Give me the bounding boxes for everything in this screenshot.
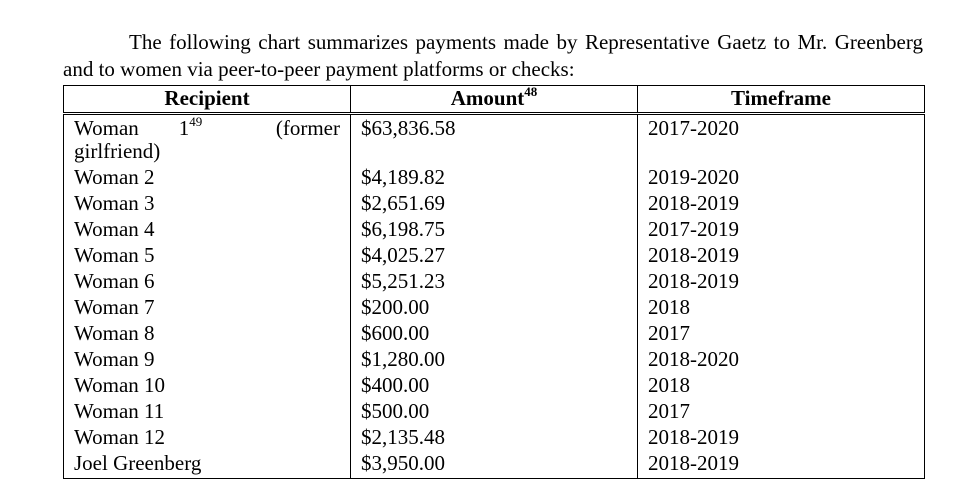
timeframe-cell: 2018 [638,296,925,322]
table-row [64,166,925,192]
table-row [64,244,925,270]
amount-cell: $1,280.00 [351,348,638,374]
intro-text: The following chart summarizes payments made by Representative Gaetz to Mr. Greenberg and to women via peer-to-peer payment platforms or checks: [63,30,923,81]
timeframe-cell: 2017-2020 [638,114,925,167]
amount-cell: $4,025.27 [351,244,638,270]
amount-cell: $600.00 [351,322,638,348]
recipient-cell: Woman 9 [64,348,351,374]
timeframe-cell: 2018-2019 [638,452,925,479]
amount-cell: $2,651.69 [351,192,638,218]
table-row [64,348,925,374]
table-row [64,114,925,167]
amount-cell: $3,950.00 [351,452,638,479]
amount-cell: $5,251.23 [351,270,638,296]
table-row [64,426,925,452]
timeframe-cell: 2018-2019 [638,270,925,296]
amount-cell: $6,198.75 [351,218,638,244]
recipient-cell: Woman 5 [64,244,351,270]
table-row [64,452,925,479]
timeframe-cell: 2017-2019 [638,218,925,244]
header-timeframe: Timeframe [638,86,925,114]
table-row [64,270,925,296]
recipient-cell: Woman 6 [64,270,351,296]
amount-cell: $400.00 [351,374,638,400]
timeframe-cell: 2017 [638,400,925,426]
intro-paragraph [63,29,923,83]
footnote-48: 48 [524,84,538,99]
header-recipient: Recipient [64,86,351,114]
recipient-cell: Woman 12 [64,426,351,452]
recipient-cell: Woman 8 [64,322,351,348]
recipient-cell: Woman $1^{49}$ (former girlfriend) [64,114,351,167]
recipient-cell: Woman 10 [64,374,351,400]
amount-cell: $63,836.58 [351,114,638,167]
recipient-cell: Woman 11 [64,400,351,426]
table-row [64,400,925,426]
timeframe-cell: 2019-2020 [638,166,925,192]
timeframe-cell: 2018-2019 [638,192,925,218]
recipient-cell: Woman 4 [64,218,351,244]
header-amount: Amount$^{48}$ [351,86,638,114]
recipient-cell: Woman 2 [64,166,351,192]
table-row [64,296,925,322]
table-row [64,374,925,400]
timeframe-cell: 2018-2020 [638,348,925,374]
timeframe-cell: 2018-2019 [638,244,925,270]
amount-cell: $500.00 [351,400,638,426]
amount-cell: $4,189.82 [351,166,638,192]
footnote-49: 49 [189,114,203,129]
timeframe-cell: 2018-2019 [638,426,925,452]
amount-cell: $200.00 [351,296,638,322]
table-header-row [64,86,925,114]
payments-table [63,85,925,479]
recipient-cell: Joel Greenberg [64,452,351,479]
recipient-cell: Woman 3 [64,192,351,218]
table-row [64,322,925,348]
table-row [64,192,925,218]
amount-cell: $2,135.48 [351,426,638,452]
timeframe-cell: 2017 [638,322,925,348]
timeframe-cell: 2018 [638,374,925,400]
recipient-cell: Woman 7 [64,296,351,322]
table-row [64,218,925,244]
